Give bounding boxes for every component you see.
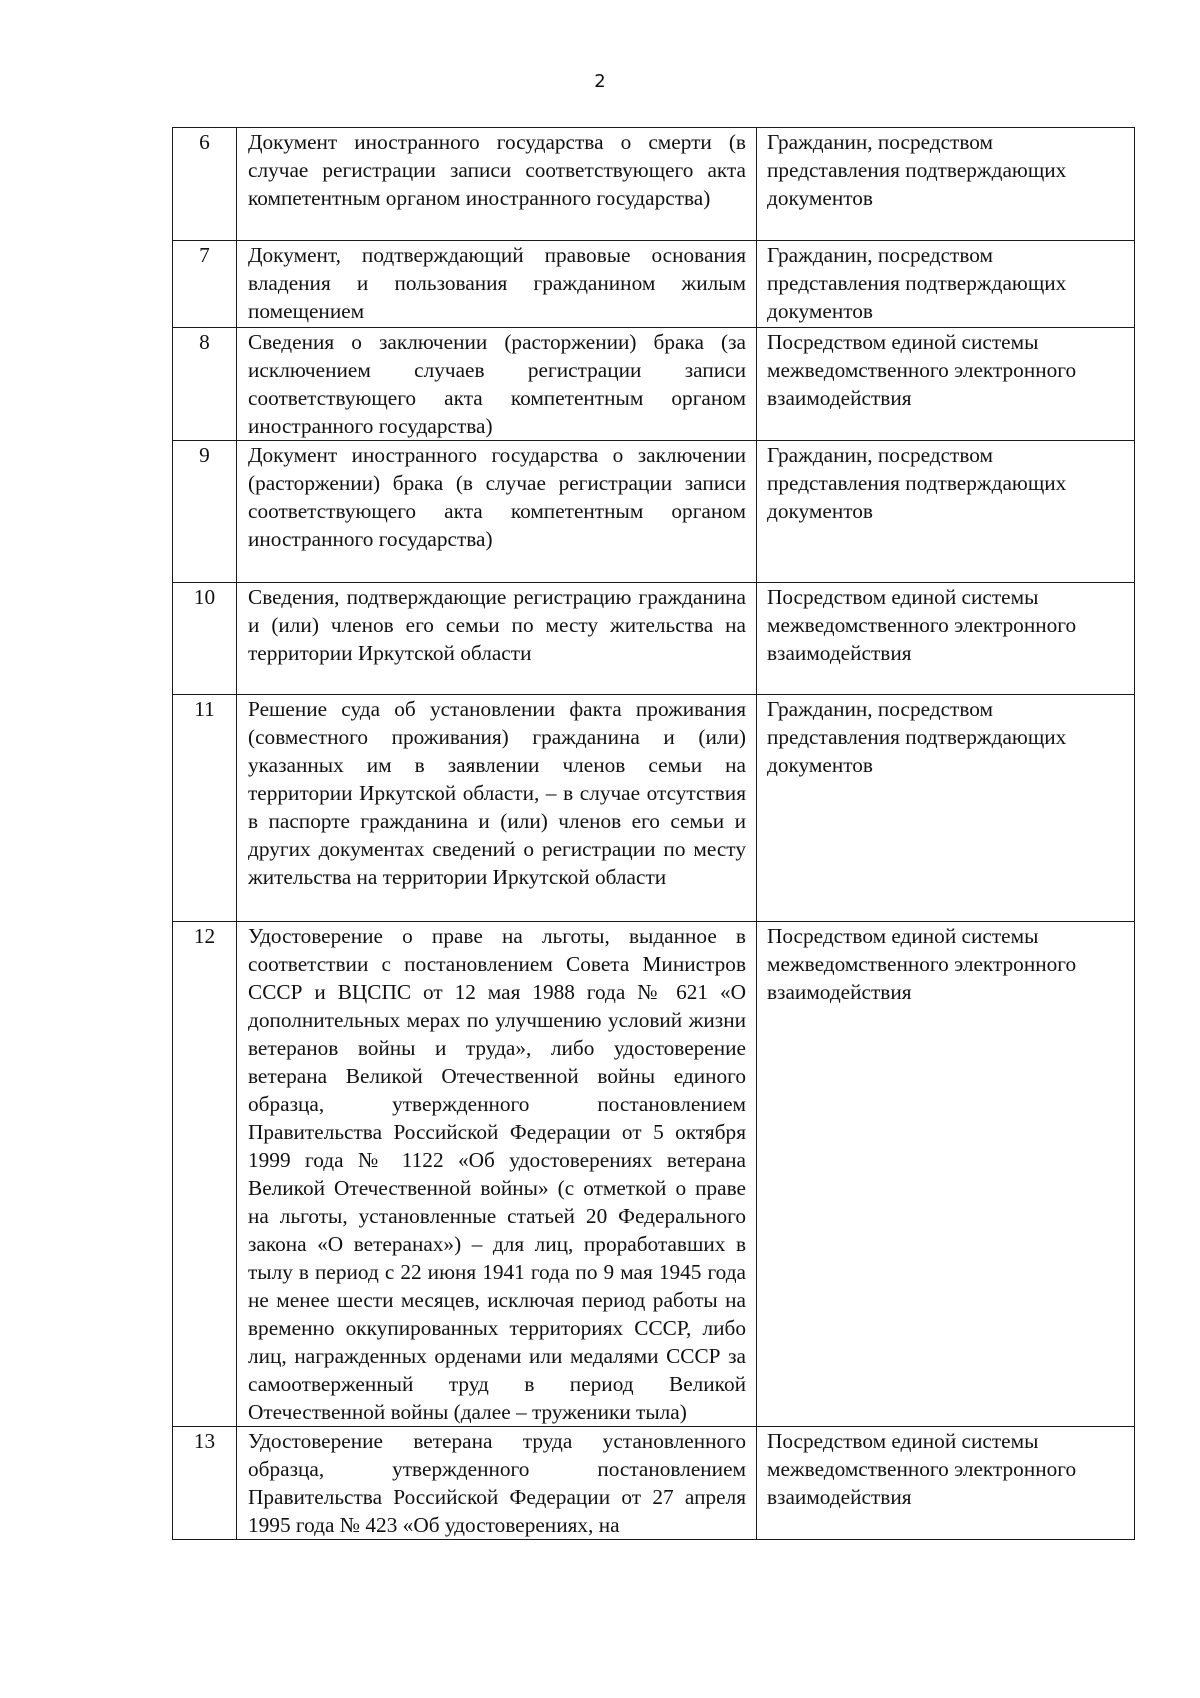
row-number: 12 [173,922,237,1427]
document-source: Гражданин, посредством представления подтверждающих документов [757,128,1135,241]
row-number: 9 [173,441,237,583]
table-row [173,441,1135,583]
document-source: Гражданин, посредством представления подтверждающих документов [757,441,1135,583]
row-number: 7 [173,241,237,328]
page-number: 2 [594,71,606,92]
document-source: Гражданин, посредством представления подтверждающих документов [757,695,1135,922]
row-number: 11 [173,695,237,922]
document-source: Посредством единой системы межведомственного электронного взаимодействия [757,583,1135,695]
table-row [173,128,1135,241]
table-row [173,328,1135,441]
table-row [173,583,1135,695]
table-row [173,922,1135,1427]
document-source: Посредством единой системы межведомственного электронного взаимодействия [757,922,1135,1427]
table-row [173,1427,1135,1540]
document-name: Документ иностранного государства о смерти (в случае регистрации записи соответствующего акта компетентным органом иностранного государства) [237,128,757,241]
row-number: 8 [173,328,237,441]
table-row [173,241,1135,328]
document-name: Решение суда об установлении факта проживания (совместного проживания) гражданина и (или) указанных им в заявлении членов семьи на территории Иркутской области, – в случае отсутствия в паспорте гражданина и (или) членов его семьи и других документах сведений о регистрации по месту жительства на территории Иркутской области [237,695,757,922]
document-name: Сведения, подтверждающие регистрацию гражданина и (или) членов его семьи по месту жительства на территории Иркутской области [237,583,757,695]
row-number: 6 [173,128,237,241]
document-name: Документ, подтверждающий правовые основания владения и пользования гражданином жилым помещением [237,241,757,328]
table-row [173,695,1135,922]
document-source: Посредством единой системы межведомственного электронного взаимодействия [757,328,1135,441]
document-source: Гражданин, посредством представления подтверждающих документов [757,241,1135,328]
document-name: Документ иностранного государства о заключении (расторжении) брака (в случае регистрации записи соответствующего акта компетентным органом иностранного государства) [237,441,757,583]
document-name: Удостоверение о праве на льготы, выданное в соответствии с постановлением Совета Министров СССР и ВЦСПС от 12 мая 1988 года № 621 «О дополнительных мерах по улучшению условий жизни ветеранов войны и труда», либо удостоверение ветерана Великой Отечественной войны единого образца, утвержденного постановлением Правительства Российской Федерации от 5 октября 1999 года № 1122 «Об удостоверениях ветерана Великой Отечественной войны» (с отметкой о праве на льготы, установленные статьей 20 Федерального закона «О ветеранах») – для лиц, проработавших в тылу в период с 22 июня 1941 года по 9 мая 1945 года не менее шести месяцев, исключая период работы на временно оккупированных территориях СССР, либо лиц, награжденных орденами или медалями СССР за самоотверженный труд в период Великой Отечественной войны (далее – труженики тыла) [237,922,757,1427]
document-name: Сведения о заключении (расторжении) брака (за исключением случаев регистрации записи соответствующего акта компетентным органом иностранного государства) [237,328,757,441]
documents-table [172,127,1135,1540]
row-number: 10 [173,583,237,695]
document-name: Удостоверение ветерана труда установленного образца, утвержденного постановлением Правительства Российской Федерации от 27 апреля 1995 года № 423 «Об удостоверениях, на [237,1427,757,1540]
document-source: Посредством единой системы межведомственного электронного взаимодействия [757,1427,1135,1540]
row-number: 13 [173,1427,237,1540]
